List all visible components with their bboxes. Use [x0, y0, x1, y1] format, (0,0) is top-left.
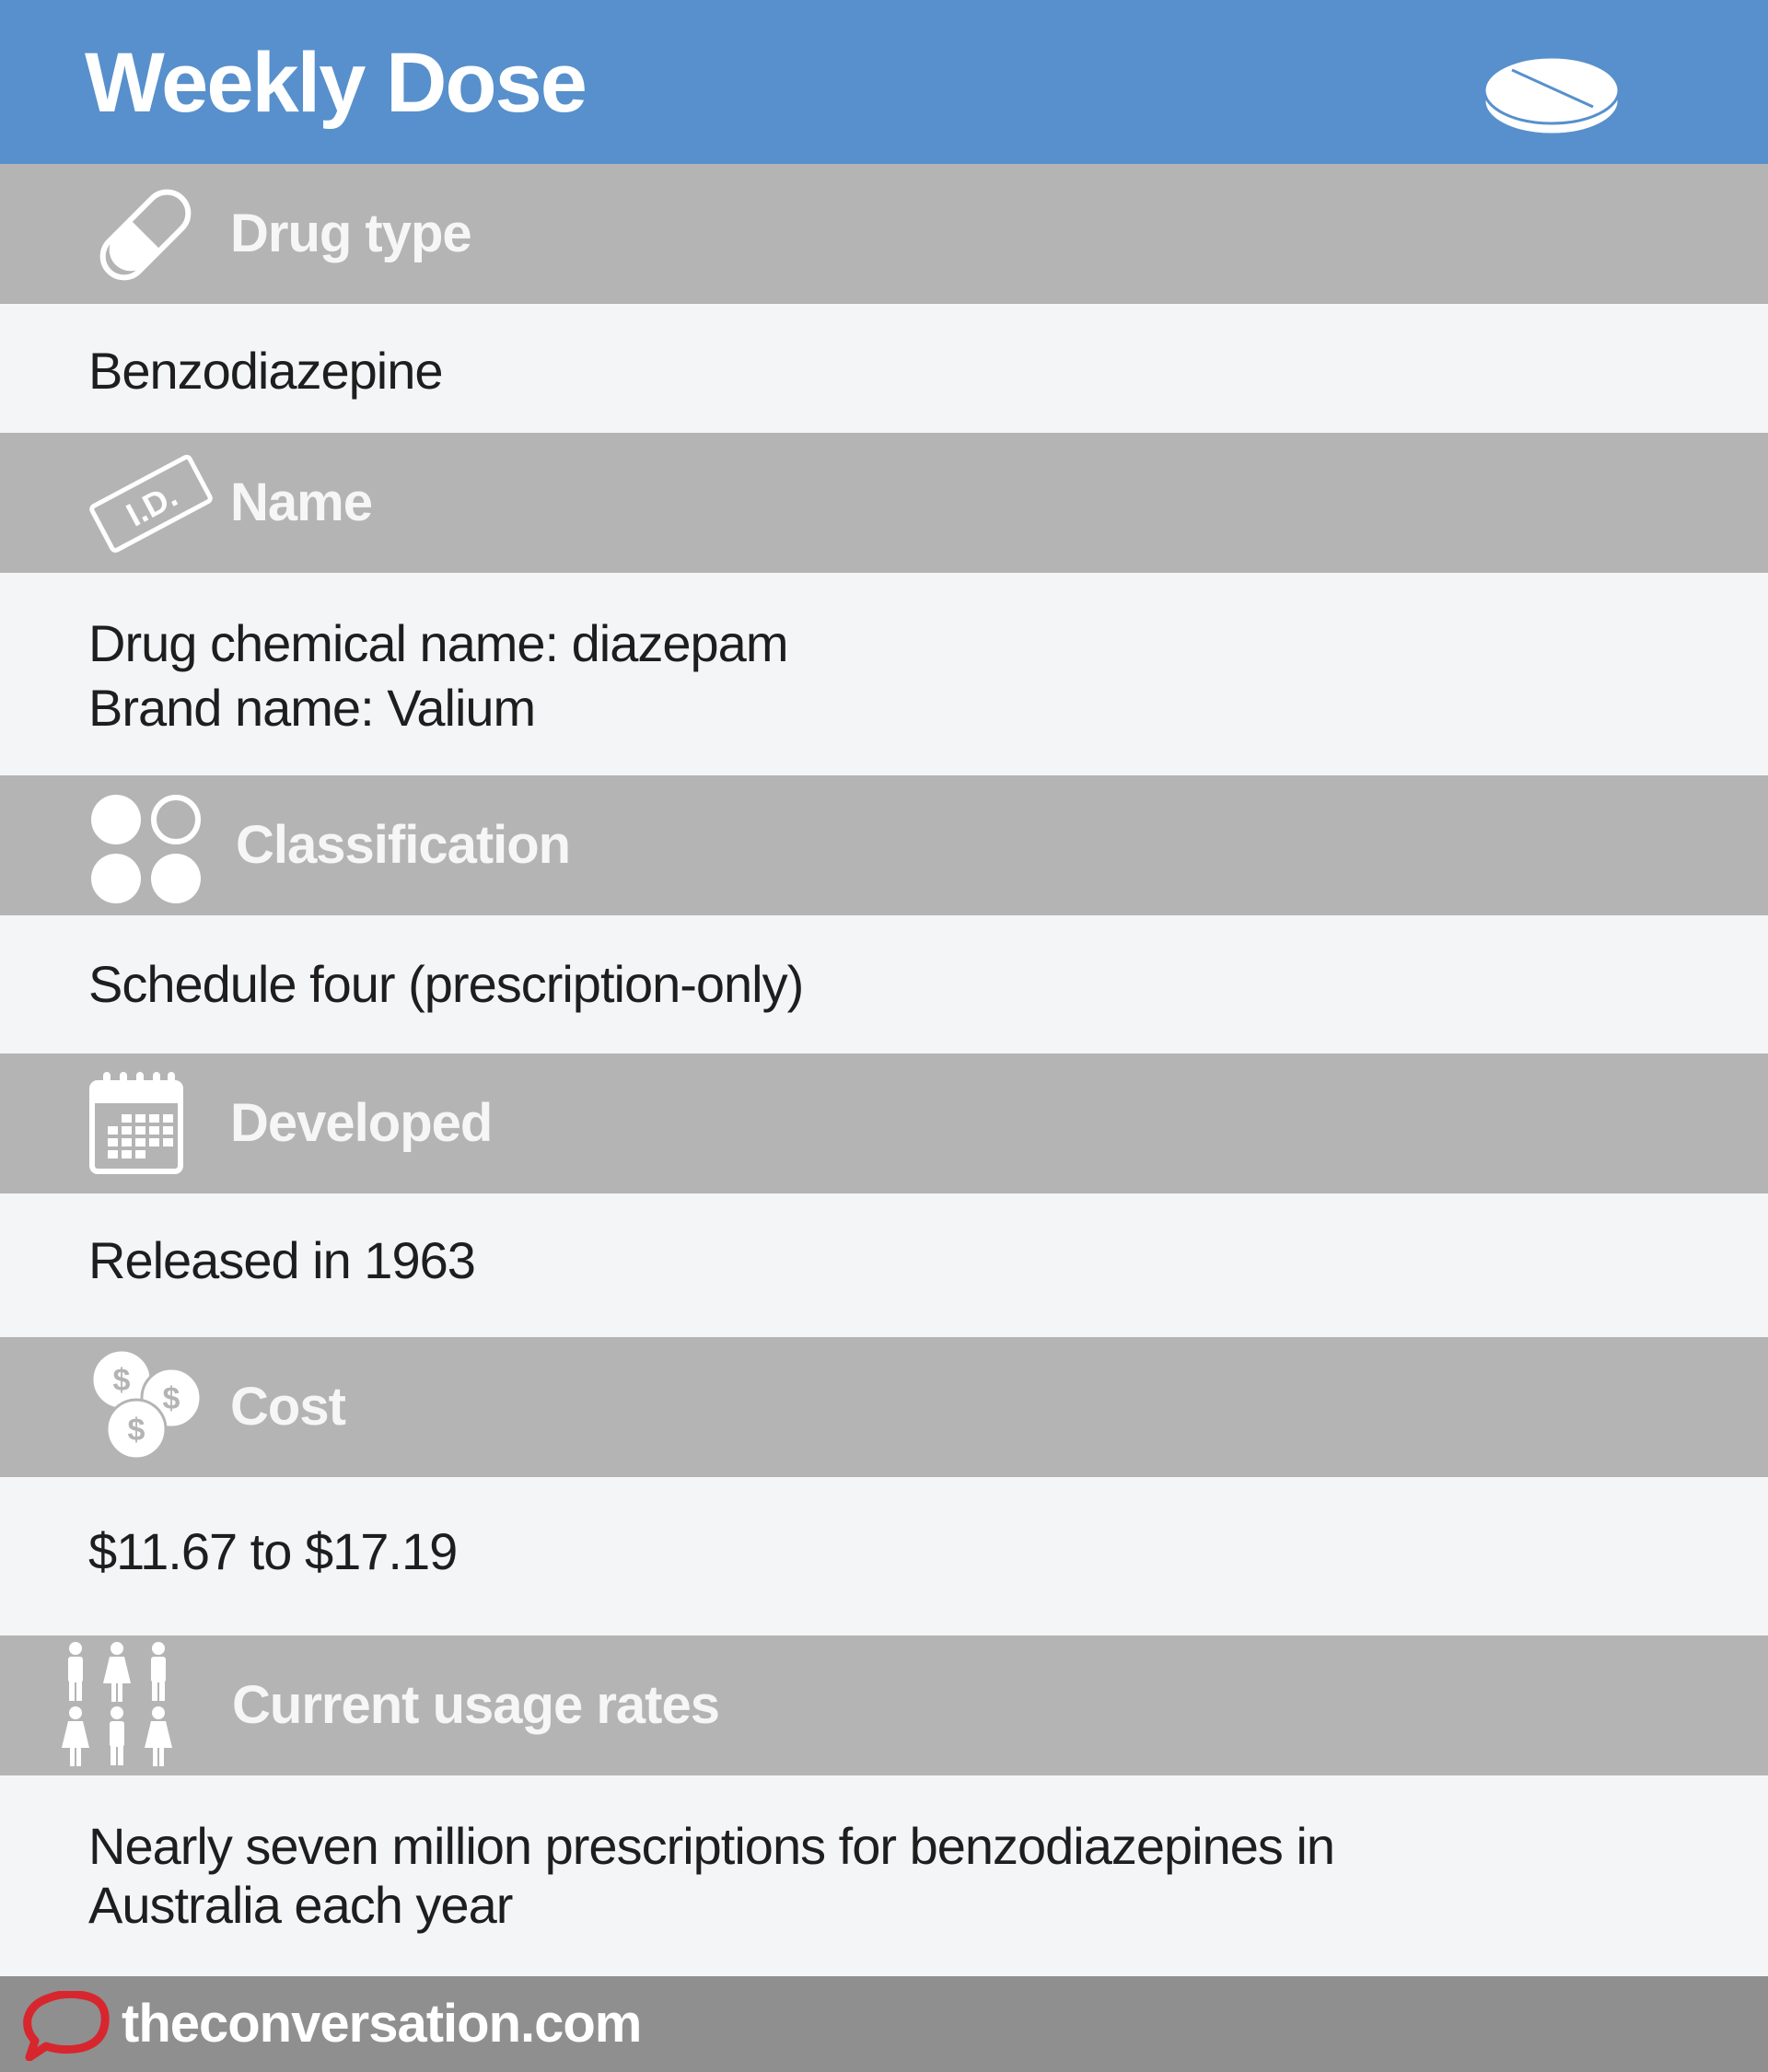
- page-title: Weekly Dose: [85, 36, 586, 130]
- coins-icon: [88, 1346, 208, 1466]
- svg-text:$: $: [127, 1413, 145, 1448]
- section-value-classification: Schedule four (prescription-only): [88, 955, 804, 1013]
- capsule-icon: [88, 180, 203, 289]
- section-header-cost: [0, 1337, 1768, 1477]
- svg-text:I.D.: I.D.: [120, 476, 184, 534]
- circles-grid-icon: [87, 792, 206, 906]
- footer-site-link[interactable]: theconversation.com: [122, 1994, 642, 2054]
- section-value-developed: Released in 1963: [88, 1231, 475, 1289]
- section-value-usage-line-2: Australia each year: [88, 1876, 513, 1934]
- section-header-current-usage-rates: [0, 1635, 1768, 1775]
- section-value-drug-type: Benzodiazepine: [88, 342, 443, 400]
- section-header-classification: [0, 775, 1768, 915]
- section-label-classification: Classification: [236, 815, 571, 875]
- section-value-name-line-1: Drug chemical name: diazepam: [88, 614, 788, 672]
- section-header-drug-type: [0, 164, 1768, 304]
- section-label-drug-type: Drug type: [230, 204, 471, 263]
- section-value-cost: $11.67 to $17.19: [88, 1522, 458, 1580]
- svg-text:$: $: [112, 1363, 131, 1398]
- id-tag-icon: [87, 449, 215, 558]
- title-banner: [0, 0, 1768, 164]
- svg-text:$: $: [162, 1381, 180, 1416]
- section-header-developed: [0, 1053, 1768, 1193]
- section-label-current-usage-rates: Current usage rates: [232, 1675, 719, 1735]
- section-label-developed: Developed: [230, 1093, 493, 1153]
- footer-bar: [0, 1976, 1768, 2072]
- section-value-name-line-2: Brand name: Valium: [88, 679, 536, 737]
- section-label-cost: Cost: [230, 1377, 345, 1437]
- tablet-pill-icon: [1473, 33, 1630, 153]
- section-value-usage-line-1: Nearly seven million prescriptions for benzodiazepines in: [88, 1817, 1335, 1875]
- speech-bubble-logo-icon: [20, 1991, 112, 2061]
- section-header-name: [0, 433, 1768, 573]
- people-icon: [57, 1639, 177, 1774]
- section-label-name: Name: [230, 472, 372, 532]
- calendar-icon: [88, 1070, 184, 1177]
